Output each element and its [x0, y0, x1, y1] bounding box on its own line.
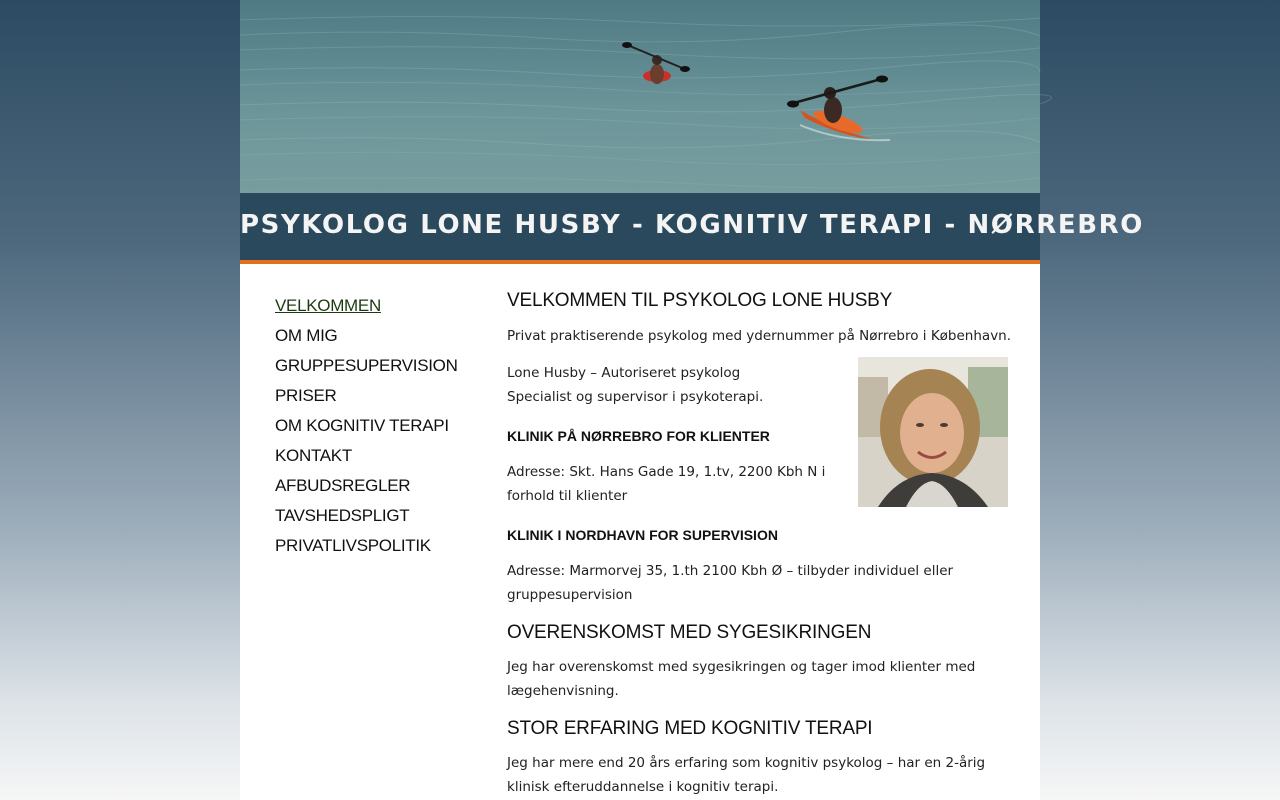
clinic-nordhavn-heading: KLINIK I NORDHAVN FOR SUPERVISION — [507, 526, 778, 543]
site-banner — [240, 193, 1144, 264]
nav-item-afbudsregler[interactable]: AFBUDSREGLER — [275, 476, 411, 495]
nav-item-om-kognitiv-terapi[interactable]: OM KOGNITIV TERAPI — [275, 416, 449, 435]
nav-item-velkommen[interactable]: VELKOMMEN — [275, 296, 381, 315]
site-title: PSYKOLOG LONE HUSBY - KOGNITIV TERAPI - NØRREBRO — [240, 210, 1144, 240]
nav-item-kontakt[interactable]: KONTAKT — [275, 446, 352, 465]
header-image — [240, 0, 1040, 193]
clinic-norrebro-heading: KLINIK PÅ NØRREBRO FOR KLIENTER — [507, 427, 770, 444]
specialist-line: Specialist og supervisor i psykoterapi. — [507, 389, 764, 405]
nav-item-tavshedspligt[interactable]: TAVSHEDSPLIGT — [275, 506, 410, 525]
intro-text: Privat praktiserende psykolog med ydernummer på Nørrebro i København. — [507, 328, 1012, 344]
nav-item-privatlivspolitik[interactable]: PRIVATLIVSPOLITIK — [275, 536, 431, 555]
section-overenskomst-text: Jeg har overenskomst med sygesikringen og tager imod klienter med lægehenvisning. — [507, 658, 976, 699]
section-overenskomst-heading: OVERENSKOMST MED SYGESIKRINGEN — [507, 621, 872, 643]
nav-item-priser[interactable]: PRISER — [275, 386, 337, 405]
main-content — [507, 288, 1017, 800]
nav-item-gruppesupervision[interactable]: GRUPPESUPERVISION — [275, 356, 458, 375]
kayaker-right — [787, 76, 890, 141]
nav-item-om-mig[interactable]: OM MIG — [275, 326, 338, 345]
sidebar-nav — [275, 292, 475, 562]
clinic-norrebro-address: Adresse: Skt. Hans Gade 19, 1.tv, 2200 Kbh N i forhold til klienter — [507, 463, 826, 504]
section-erfaring-heading: STOR ERFARING MED KOGNITIV TERAPI — [507, 717, 873, 739]
page-title: VELKOMMEN TIL PSYKOLOG LONE HUSBY — [507, 290, 893, 311]
name-line: Lone Husby – Autoriseret psykolog — [507, 364, 741, 381]
section-erfaring-text: Jeg har mere end 20 års erfaring som kognitiv psykolog – har en 2-årig klinisk efteruddannelse i kognitiv terapi. — [507, 754, 986, 795]
page-container — [240, 0, 1144, 800]
clinic-nordhavn-address: Adresse: Marmorvej 35, 1.th 2100 Kbh Ø – tilbyder individuel eller gruppesupervision — [507, 562, 954, 603]
